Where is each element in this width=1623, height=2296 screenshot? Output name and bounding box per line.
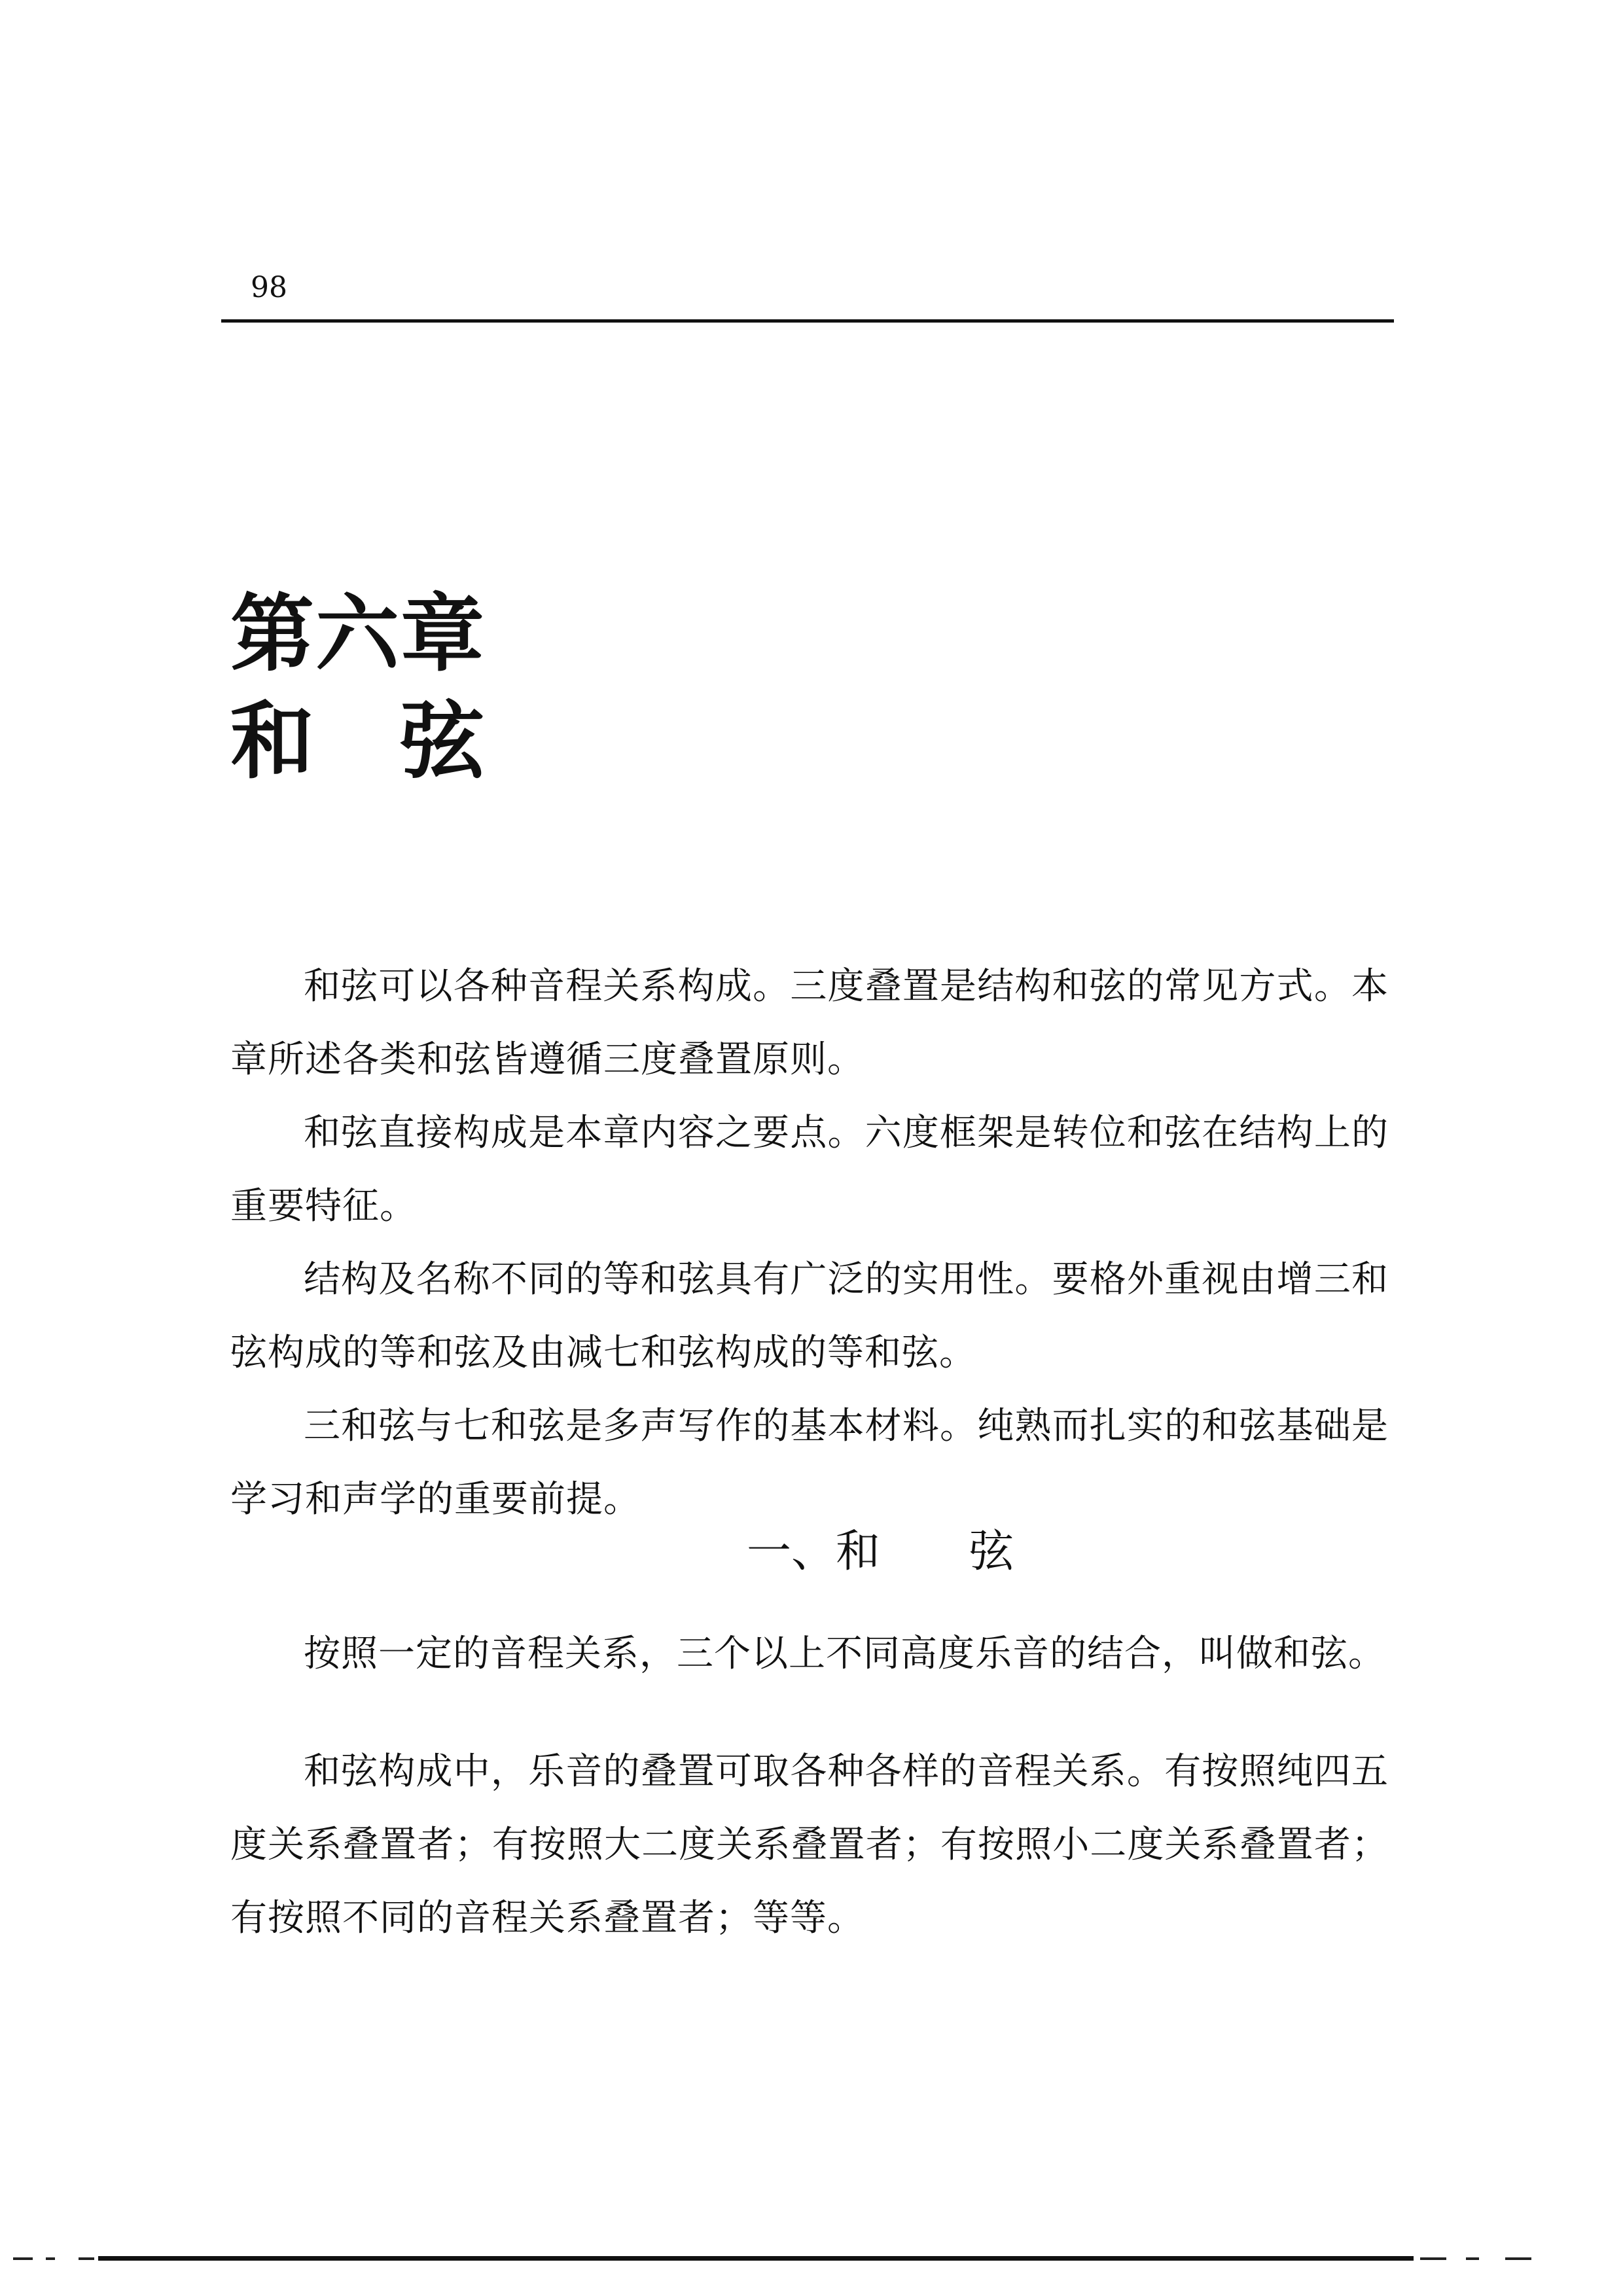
intro-paragraph-2: 和弦直接构成是本章内容之要点。六度框架是转位和弦在结构上的重要特征。 [230, 1112, 1389, 1227]
intro-paragraph-3: 结构及名称不同的等和弦具有广泛的实用性。要格外重视由增三和弦构成的等和弦及由减七和弦构成的等和弦。 [230, 1258, 1389, 1374]
bottom-rule-dash [1420, 2257, 1446, 2260]
bottom-rule-dash [46, 2257, 55, 2260]
section-heading: 一、和 弦 [746, 1526, 1014, 1578]
bottom-rule [98, 2256, 1414, 2261]
bottom-rule-dash [1505, 2257, 1531, 2260]
chapter-number: 第六章 [230, 586, 486, 683]
bottom-rule-dash [1466, 2257, 1479, 2260]
section-paragraph-2: 和弦构成中，乐音的叠置可取各种各样的音程关系。有按照纯四五度关系叠置者；有按照大二度关系叠置者；有按照小二度关系叠置者；有按照不同的音程关系叠置者；等等。 [230, 1750, 1389, 1939]
intro-paragraph-4: 三和弦与七和弦是多声写作的基本材料。纯熟而扎实的和弦基础是学习和声学的重要前提。 [230, 1405, 1389, 1521]
intro-paragraph-1: 和弦可以各种音程关系构成。三度叠置是结构和弦的常见方式。本章所述各类和弦皆遵循三度叠置原则。 [230, 965, 1389, 1081]
header-rule [221, 319, 1394, 323]
chapter-title [230, 581, 486, 796]
bottom-rule-dash [13, 2257, 33, 2260]
bottom-rule-dash [79, 2257, 94, 2260]
section-paragraph-1: 按照一定的音程关系，三个以上不同高度乐音的结合，叫做和弦。 [304, 1633, 1385, 1675]
chapter-name: 和 弦 [230, 692, 486, 790]
page-number: 98 [251, 271, 287, 304]
